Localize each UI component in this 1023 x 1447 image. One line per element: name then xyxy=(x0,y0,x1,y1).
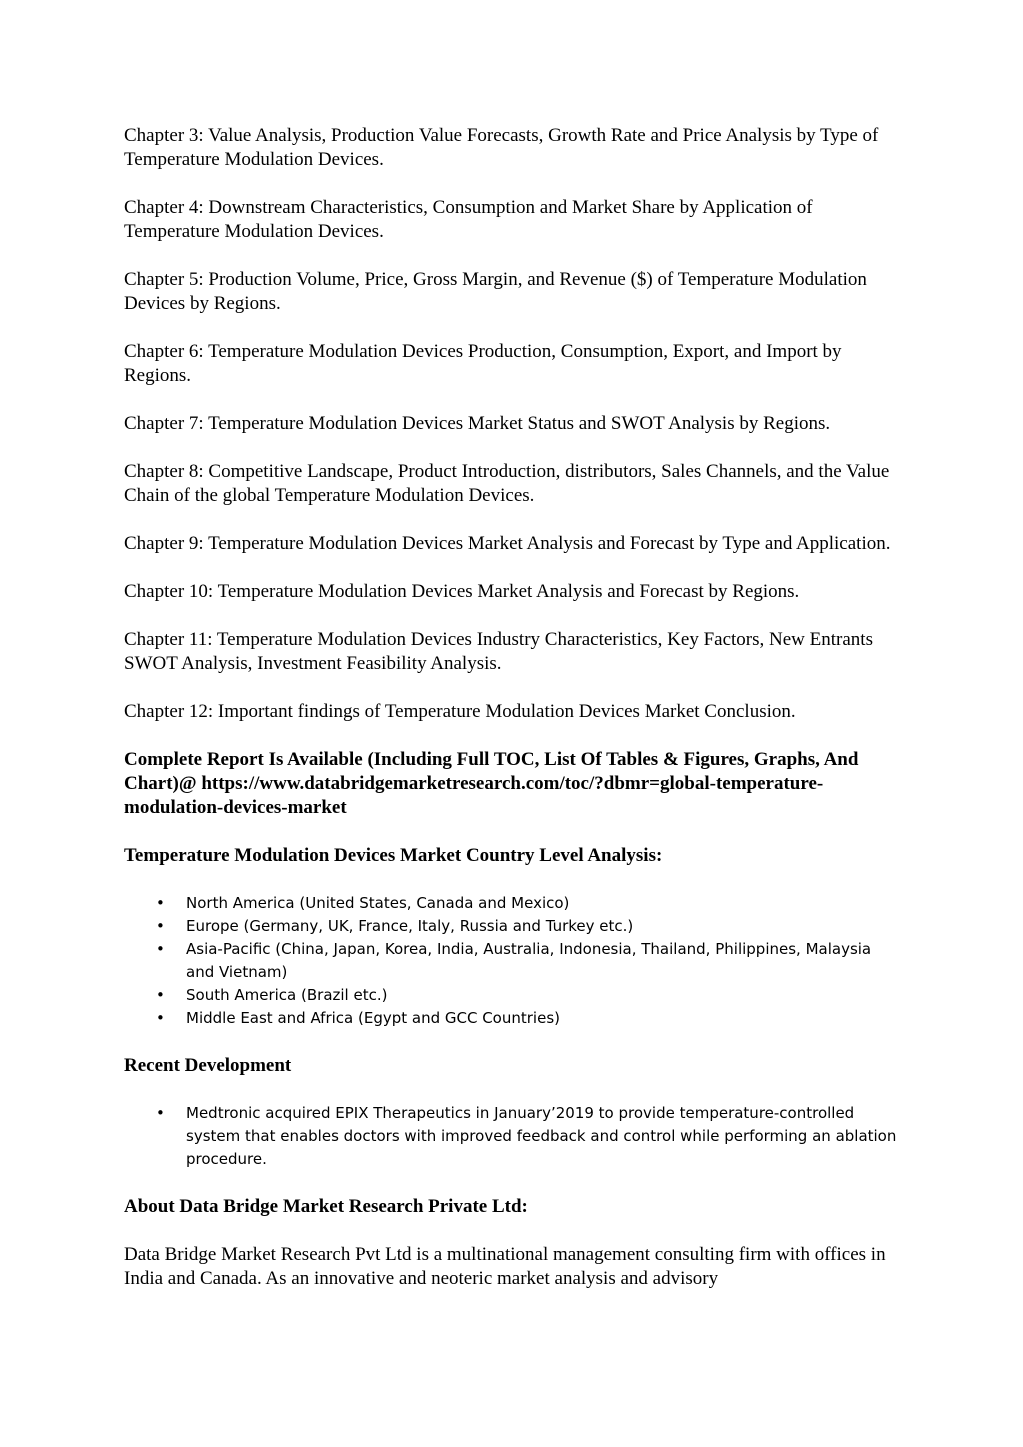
bullet-icon: • xyxy=(156,940,165,958)
list-item-text: Middle East and Africa (Egypt and GCC Countries) xyxy=(186,1009,560,1027)
report-toc-link[interactable]: https://www.databridgemarketresearch.com/toc/?dbmr=global-temperature-modulation-devices-market xyxy=(124,773,824,818)
document-page xyxy=(124,124,904,1315)
list-item xyxy=(124,1007,904,1030)
chapter-11-paragraph: Chapter 11: Temperature Modulation Devices Industry Characteristics, Key Factors, New Entrants SWOT Analysis, Investment Feasibility Analysis. xyxy=(124,629,873,674)
chapter-5-paragraph: Chapter 5: Production Volume, Price, Gross Margin, and Revenue ($) of Temperature Modulation Devices by Regions. xyxy=(124,269,867,314)
list-item-text: Europe (Germany, UK, France, Italy, Russia and Turkey etc.) xyxy=(186,917,634,935)
list-item xyxy=(124,938,904,984)
chapter-9-paragraph: Chapter 9: Temperature Modulation Devices Market Analysis and Forecast by Type and Application. xyxy=(124,533,891,554)
list-item xyxy=(124,1102,904,1171)
list-item-text: North America (United States, Canada and Mexico) xyxy=(186,894,570,912)
list-item xyxy=(124,892,904,915)
list-item xyxy=(124,984,904,1007)
list-item-text: Asia-Pacific (China, Japan, Korea, India, Australia, Indonesia, Thailand, Philippines, Malaysia and Vietnam) xyxy=(186,940,872,981)
recent-development-list xyxy=(124,1102,904,1171)
chapter-10-paragraph: Chapter 10: Temperature Modulation Devices Market Analysis and Forecast by Regions. xyxy=(124,581,800,602)
chapter-6-paragraph: Chapter 6: Temperature Modulation Devices Production, Consumption, Export, and Import by Regions. xyxy=(124,341,842,386)
bullet-icon: • xyxy=(156,1009,165,1027)
country-analysis-heading: Temperature Modulation Devices Market Country Level Analysis: xyxy=(124,845,663,866)
bullet-icon: • xyxy=(156,986,165,1004)
about-paragraph: Data Bridge Market Research Pvt Ltd is a multinational management consulting firm with offices in India and Canada. As an innovative and neoteric market analysis and advisory xyxy=(124,1244,886,1289)
bullet-icon: • xyxy=(156,1104,165,1122)
complete-report-paragraph xyxy=(124,748,904,820)
complete-report-prefix: Complete Report Is Available (Including Full TOC, List Of Tables & Figures, Graphs, And Chart)@ xyxy=(124,749,859,794)
list-item-text: South America (Brazil etc.) xyxy=(186,986,388,1004)
recent-development-heading: Recent Development xyxy=(124,1055,292,1076)
chapter-12-paragraph: Chapter 12: Important findings of Temperature Modulation Devices Market Conclusion. xyxy=(124,701,796,722)
chapter-3-paragraph: Chapter 3: Value Analysis, Production Value Forecasts, Growth Rate and Price Analysis by Type of Temperature Modulation Devices. xyxy=(124,125,879,170)
chapter-4-paragraph: Chapter 4: Downstream Characteristics, Consumption and Market Share by Application of Temperature Modulation Devices. xyxy=(124,197,813,242)
bullet-icon: • xyxy=(156,917,165,935)
about-heading: About Data Bridge Market Research Private Ltd: xyxy=(124,1196,528,1217)
bullet-icon: • xyxy=(156,894,165,912)
chapter-8-paragraph: Chapter 8: Competitive Landscape, Product Introduction, distributors, Sales Channels, and the Value Chain of the global Temperature Modulation Devices. xyxy=(124,461,890,506)
chapter-7-paragraph: Chapter 7: Temperature Modulation Devices Market Status and SWOT Analysis by Regions. xyxy=(124,413,831,434)
list-item-text: Medtronic acquired EPIX Therapeutics in January’2019 to provide temperature-controlled system that enables doctors with improved feedback and control while performing an ablation procedure. xyxy=(186,1104,897,1168)
list-item xyxy=(124,915,904,938)
country-list xyxy=(124,892,904,1030)
